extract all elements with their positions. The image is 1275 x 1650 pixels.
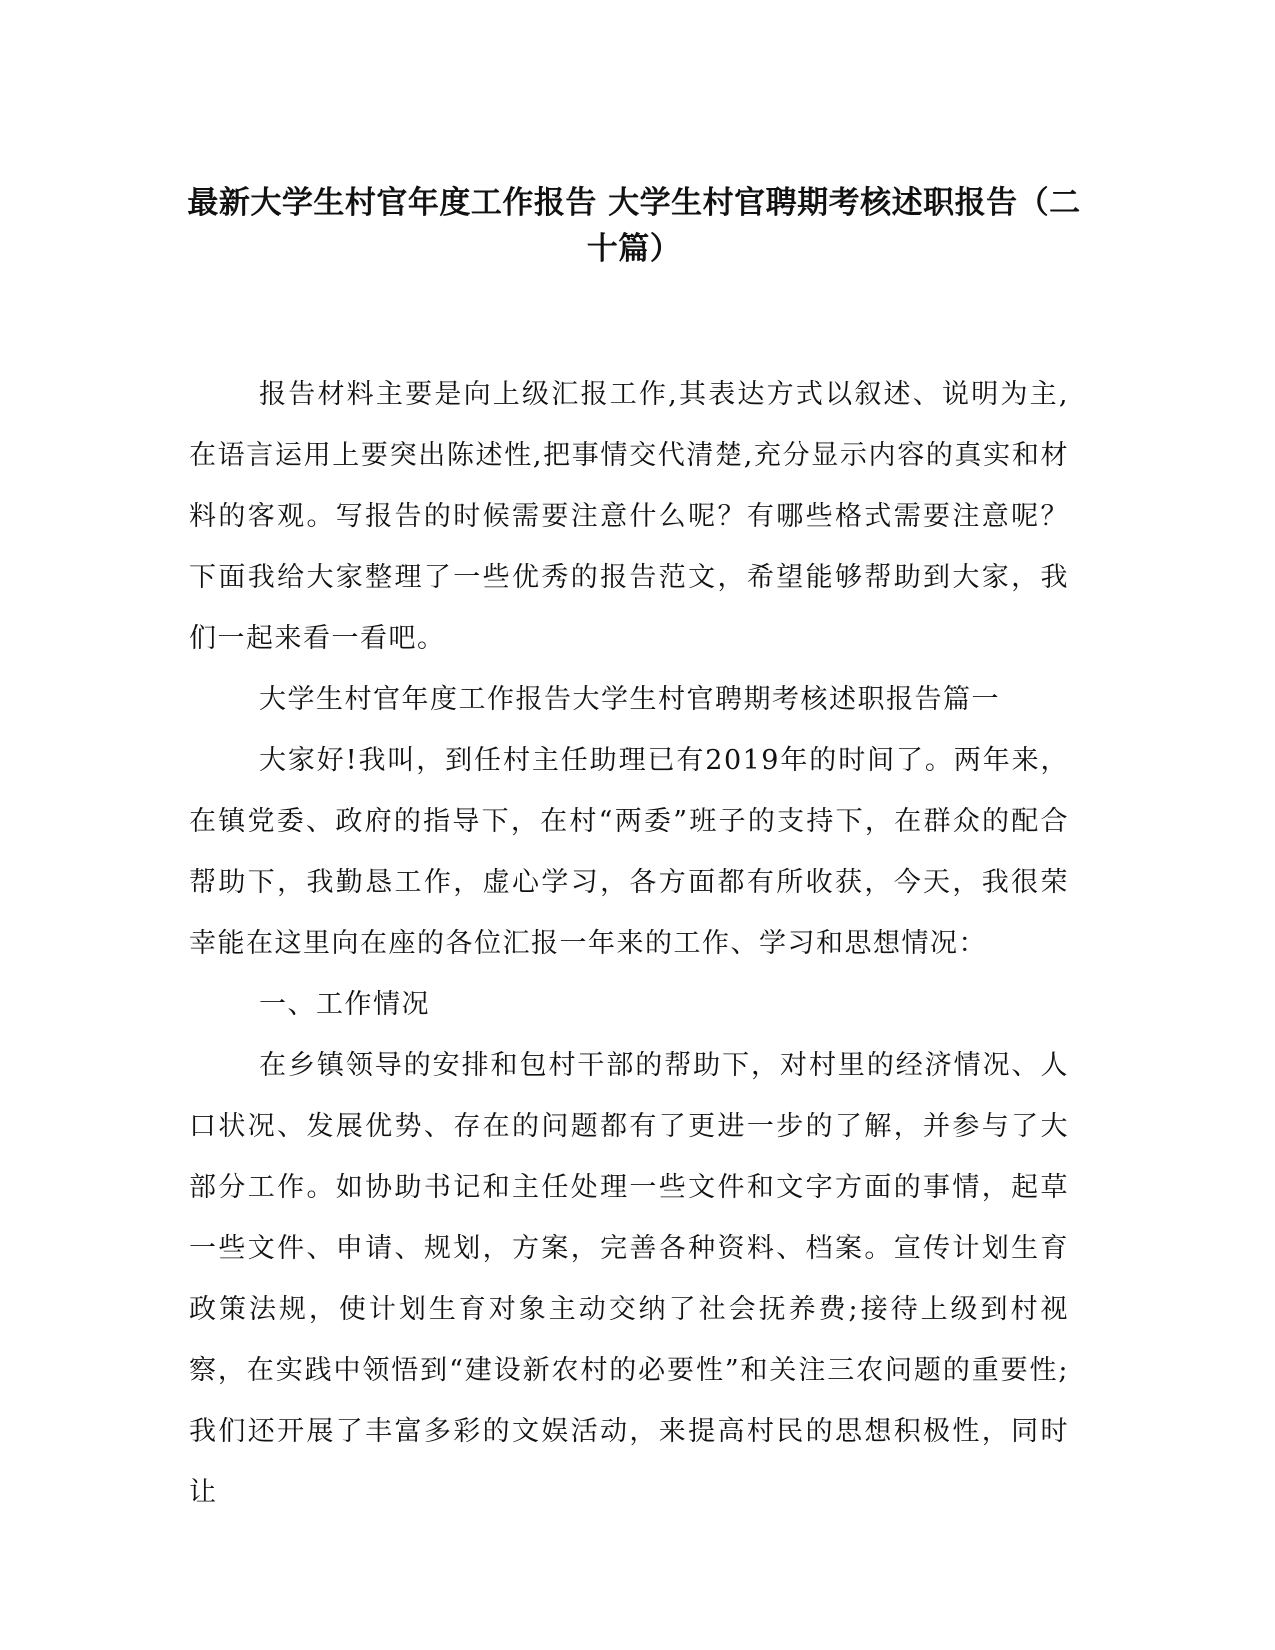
work-paragraph: 在乡镇领导的安排和包村干部的帮助下，对村里的经济情况、人口状况、发展优势、存在的问题都有了更进一步的了解，并参与了大部分工作。如协助书记和主任处理一些文件和文字方面的事情，起草一些文件、申请、规划，方案，完善各种资料、档案。宣传计划生育政策法规，使计划生育对象主动交纳了社会抚养费;接待上级到村视察，在实践中领悟到“建设新农村的必要性”和关注三农问题的重要性;我们还开展了丰富多彩的文娱活动，来提高村民的思想积极性，同时让 bbox=[189, 1050, 1069, 1508]
document-title: 最新大学生村官年度工作报告 大学生村官聘期考核述职报告（二十篇） bbox=[187, 185, 1081, 267]
intro-paragraph: 报告材料主要是向上级汇报工作,其表达方式以叙述、说明为主,在语言运用上要突出陈述性,把事情交代清楚,充分显示内容的真实和材料的客观。写报告的时候需要注意什么呢？有哪些格式需要注意呢？下面我给大家整理了一些优秀的报告范文，希望能够帮助到大家，我们一起来看一看吧。 bbox=[189, 379, 1069, 654]
section-heading: 大学生村官年度工作报告大学生村官聘期考核述职报告篇一 bbox=[259, 684, 1000, 715]
subsection-heading: 一、工作情况 bbox=[259, 989, 430, 1020]
greeting-paragraph: 大家好!我叫，到任村主任助理已有2019年的时间了。两年来，在镇党委、政府的指导下，在村“两委”班子的支持下，在群众的配合帮助下，我勤恳工作，虚心学习，各方面都有所收获，今天，我很荣幸能在这里向在座的各位汇报一年来的工作、学习和思想情况： bbox=[189, 745, 1069, 959]
document-body bbox=[189, 364, 1069, 1523]
